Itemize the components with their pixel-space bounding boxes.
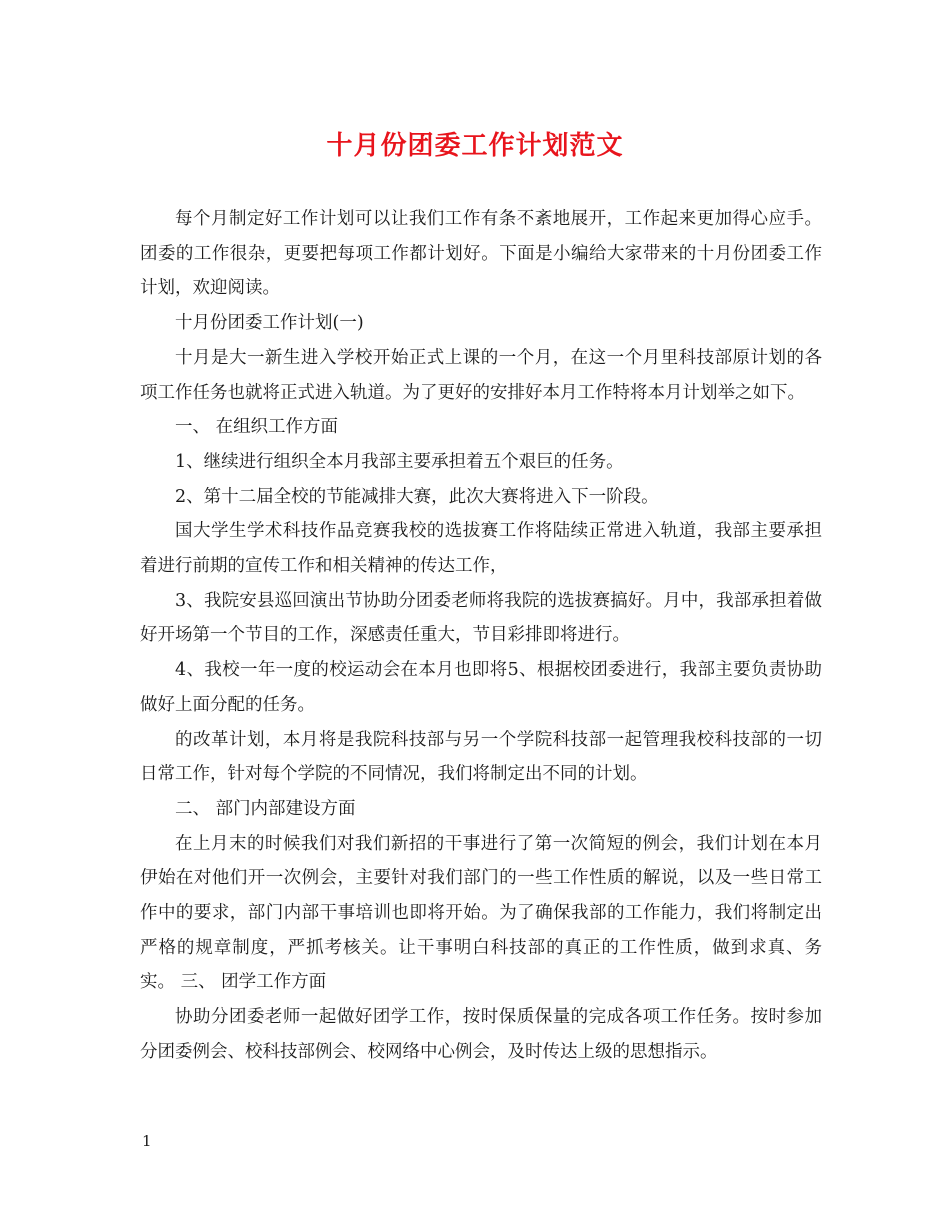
list-item: 3、我院安县巡回演出节协助分团委老师将我院的选拔赛搞好。月中，我部承担着做好开场第一个节目的工作，深感责任重大，节目彩排即将进行。: [140, 590, 822, 646]
section-heading: 一、 在组织工作方面: [175, 417, 339, 438]
paragraph: 十月是大一新生进入学校开始正式上课的一个月，在这一个月里科技部原计划的各项工作任务也就将正式进入轨道。为了更好的安排好本月工作特将本月计划举之如下。: [140, 347, 822, 403]
list-item: 1、继续进行组织全本月我部主要承担着五个艰巨的任务。: [175, 451, 624, 472]
section-heading: 十月份团委工作计划(一): [175, 313, 364, 334]
paragraph: 国大学生学术科技作品竞赛我校的选拔赛工作将陆续正常进入轨道，我部主要承担着进行前期的宣传工作和相关精神的传达工作，: [140, 521, 822, 577]
page-number: 1: [142, 1132, 152, 1150]
paragraph: 在上月末的时候我们对我们新招的干事进行了第一次简短的例会，我们计划在本月伊始在对他们开一次例会，主要针对我们部门的一些工作性质的解说，以及一些日常工作中的要求，部门内部干事培训也即将开始。为了确保我部的工作能力，我们将制定出严格的规章制度，严抓考核关。让干事明白科技部的真正的工作性质，做到求真、务实。 三、 团学工作方面: [140, 833, 822, 993]
paragraph: 协助分团委老师一起做好团学工作，按时保质保量的完成各项工作任务。按时参加分团委例会、校科技部例会、校网络中心例会，及时传达上级的思想指示。: [140, 1007, 822, 1062]
section-heading: 二、 部门内部建设方面: [175, 798, 356, 819]
list-item: 2、第十二届全校的节能减排大赛，此次大赛将进入下一阶段。: [175, 486, 659, 507]
document-title: 十月份团委工作计划范文: [326, 131, 624, 161]
document-body: [140, 202, 822, 1070]
paragraph: 每个月制定好工作计划可以让我们工作有条不紊地展开，工作起来更加得心应手。团委的工作很杂，更要把每项工作都计划好。下面是小编给大家带来的十月份团委工作计划，欢迎阅读。: [140, 209, 822, 299]
list-item: 4、我校一年一度的校运动会在本月也即将5、根据校团委进行，我部主要负责协助做好上面分配的任务。: [140, 660, 822, 715]
paragraph: 的改革计划，本月将是我院科技部与另一个学院科技部一起管理我校科技部的一切日常工作，针对每个学院的不同情况，我们将制定出不同的计划。: [140, 729, 822, 785]
